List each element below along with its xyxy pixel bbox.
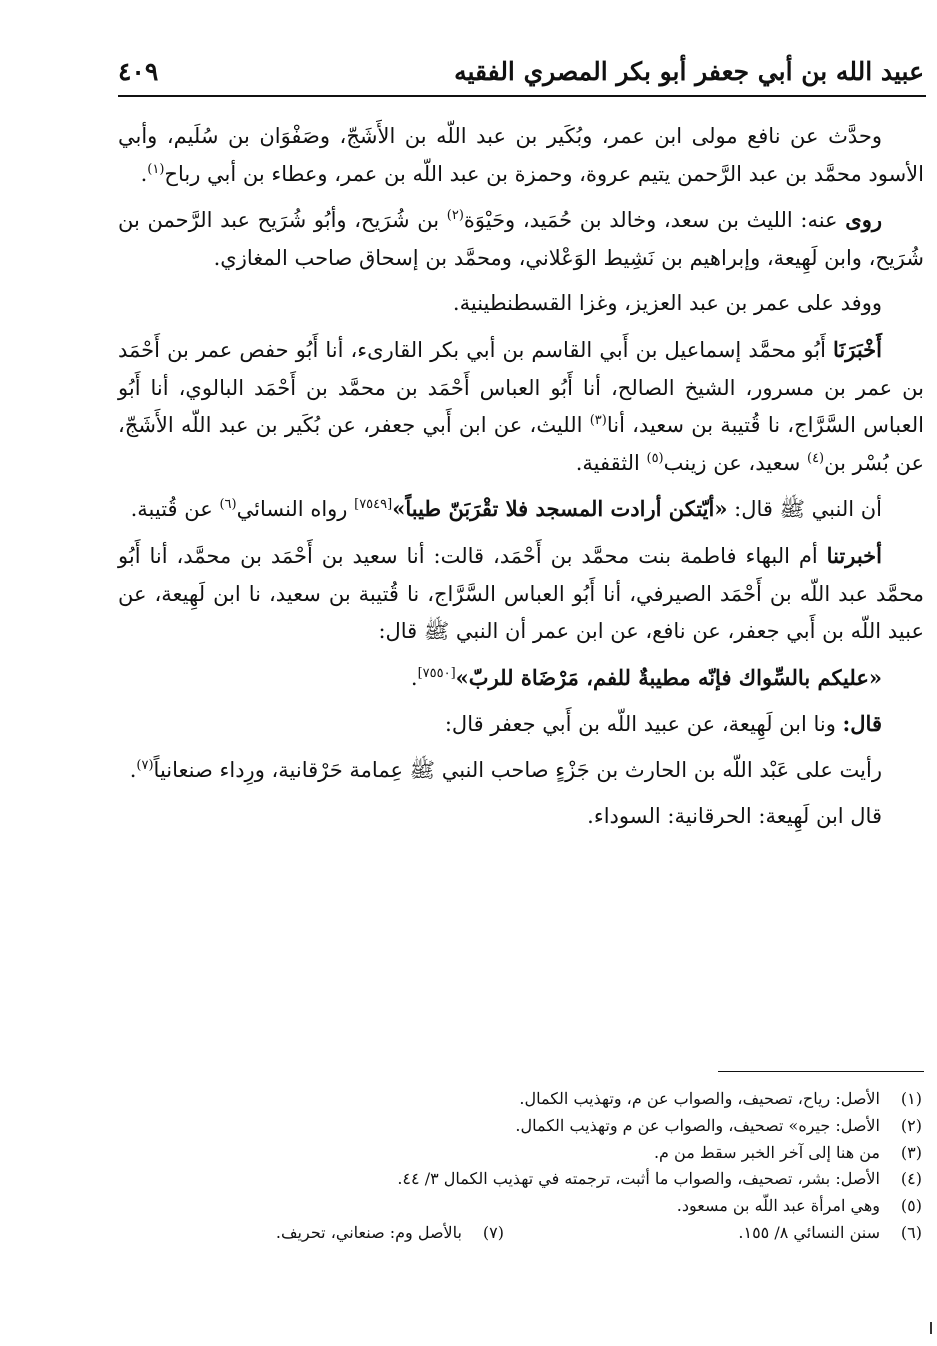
footnote-item [150,1193,922,1220]
paragraph-8 [118,705,924,744]
hadith-number: [٧٥٥٠] [417,665,456,681]
isnad-lead: أَخْبَرَنَا [833,336,882,362]
paragraph-text: أن النبي ﷺ قال: [727,497,882,522]
paragraph-text: أم البهاء فاطمة بنت محمَّد بن أَحْمَد، قالت: أنا سعيد بن أَحْمَد بن محمَّد، أنا أَبُو محمَّد عبد اللّه بن أَحْمَد الصيرفي، أنا أَبُو العباس السَّرَّاج، نا قُتيبة بن سعيد، نا ابن لَهِيعة، عن عبيد اللّه بن أَبي جعفر، عن نافع، عن ابن عمر أن النبي ﷺ قال: [118,543,924,644]
footnote-ref-4: (٤) [806,450,825,466]
paragraph-9 [118,752,924,790]
paragraph-7 [118,659,924,698]
paragraph-1 [118,118,924,193]
paragraph-5 [118,490,924,529]
paragraph-text: رواه النسائي [236,497,355,522]
header-title: عبيد الله بن أبي جعفر أبو بكر المصري الفقيه [454,56,924,86]
footnote-number: (١) [900,1089,922,1108]
footnote-number: (٥) [900,1196,922,1216]
paragraph-text: الليث، عن ابن أَبي جعفر، عن بُكَير بن عبد اللّه الأَشَجّ، عن بُسْر بن [118,413,924,475]
footnote-number: (٤) [900,1169,922,1189]
paragraph-end: . [410,665,418,690]
paragraph-end: . [129,757,137,782]
main-text [118,118,924,843]
footnote-text: الأصل: جيره» تصحيف، والصواب عن م وتهذيب الكمال. [515,1115,880,1135]
paragraph-3: ووفد على عمر بن عبد العزيز، وغزا القسطنطينية. [452,291,882,316]
footnote-text: الأصل: بشر، تصحيف، والصواب ما أثبت، ترجمته في تهذيب الكمال ٣/ ٤٤. [397,1169,880,1189]
paragraph-text: ونا ابن لَهِيعة، عن عبيد اللّه بن أَبي جعفر قال: [444,712,843,737]
hadith-text: «عليكم بالسِّواك فإنّه مطيبةٌ للفم، مَرْضَاة للربّ» [455,664,882,690]
footnote-item [150,1086,922,1113]
footnote-text: سنن النسائي ٨/ ١٥٥. [738,1222,880,1242]
isnad-lead: أخبرتنا [826,542,882,568]
footnotes [150,1086,922,1247]
footnote-item [174,1220,504,1247]
paragraph-2 [118,201,924,277]
paragraph-6 [118,537,924,651]
paragraph-text: سعيد، عن زينب [663,450,807,475]
paragraph-text: الثقفية. [575,450,647,475]
footnote-ref-3: (٣) [589,413,607,429]
paragraph-text: عن قُتيبة. [130,497,220,522]
paragraph-text: وحدَّث عن نافع مولى ابن عمر، وبُكَير بن عبد اللّه بن الأَشَجّ، وصَفْوَان بن سُلَيم، وأبي الأسود محمَّد بن عبد الرَّحمن يتيم عروة، وحمزة بن عبد اللّه بن عمر، وعطاء بن أبي رباح [118,124,924,186]
qala-lead: قال: [842,711,882,737]
running-header [118,46,924,96]
footnote-ref-7: (٧) [136,757,154,773]
page-number: ٤٠٩ [118,56,159,86]
header-rule [118,95,926,97]
footnote-ref-5: (٥) [646,450,664,466]
paragraph-4 [118,331,924,482]
footnote-text: بالأصل وم: صنعاني، تحريف. [275,1222,462,1242]
footnote-number: (٢) [900,1115,922,1135]
paragraph-text: عنه: الليث بن سعد، وخالد بن حُمَيد، وحَيْوَة [463,208,846,233]
footnote-text: وهي امرأة عبد اللّه بن مسعود. [676,1196,880,1216]
hadith-number: [٧٥٤٩] [354,497,393,513]
footnote-item [592,1220,922,1247]
footnote-row-last [150,1220,922,1247]
footnote-item [150,1140,922,1167]
footnote-number: (٦) [900,1222,922,1242]
hadith-text: «أيّتكن أرادت المسجد فلا تقْرَبَنّ طيباً» [392,496,728,522]
narrators-lead: روى [845,207,882,233]
footnote-text: الأصل: رياح، تصحيف، والصواب عن م، وتهذيب الكمال. [519,1089,880,1108]
paragraph-10: قال ابن لَهِيعة: الحرقانية: السوداء. [587,803,882,828]
footnote-ref-1: (١) [147,161,165,177]
footnote-number: (٧) [482,1222,504,1242]
paragraph-text: رأيت على عَبْد اللّه بن الحارث بن جَزْءٍ صاحب النبي ﷺ عِمامة حَرْقانية، ورِداء صنعانياً [153,757,882,782]
footnote-ref-2: (٢) [446,208,464,224]
scan-edge-mark [930,1322,932,1334]
footnote-item [150,1113,922,1140]
paragraph-end: . [140,161,148,186]
footnote-text: من هنا إلى آخر الخبر سقط من م. [653,1142,880,1162]
paragraph-text: أَبُو محمَّد إسماعيل بن أَبي القاسم بن أبي بكر القارىء، أنا أَبُو حفص عمر بن أَحْمَد بن عمر بن مسرور، الشيخ الصالح، أنا أَبُو العباس أَحْمَد بن محمَّد بن أَحْمَد البالوي، أنا أَبُو العباس السَّرَّاج، نا قُتيبة بن سعيد، أنا [118,337,924,438]
footnote-separator [718,1071,924,1072]
footnote-number: (٣) [900,1142,922,1162]
paragraph-text: بن شُرَيح، وأبُو شُرَيح عبد الرَّحمن بن شُرَيح، وابن لَهِيعة، وإبراهيم بن نَشِيط الوَعْلاني، ومحمَّد بن إسحاق صاحب المغازي. [118,208,924,270]
footnote-ref-6: (٦) [219,497,237,513]
footnote-item [150,1166,922,1193]
